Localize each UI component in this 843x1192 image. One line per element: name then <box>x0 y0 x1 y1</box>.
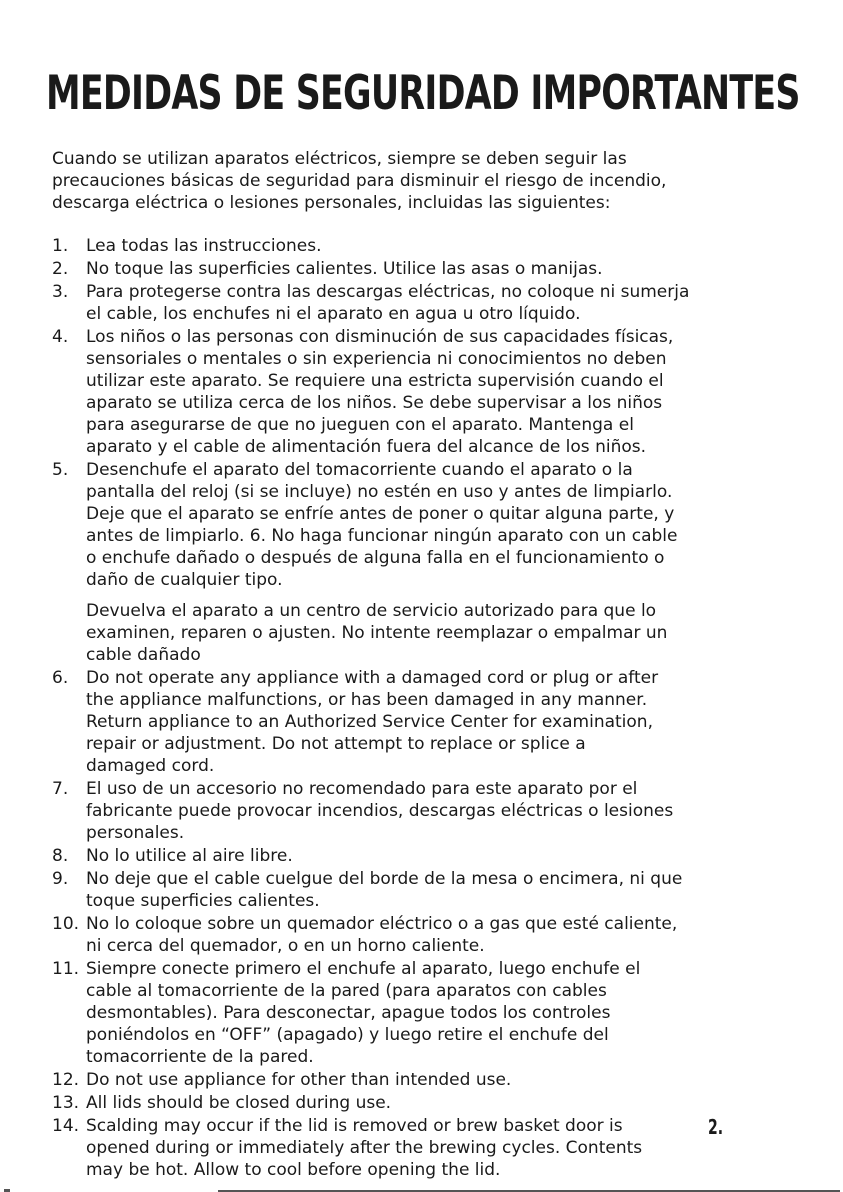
list-item-line: All lids should be closed during use. <box>86 1093 392 1113</box>
list-item <box>52 913 772 957</box>
list-item-text <box>86 459 772 666</box>
list-item-number: 9. <box>52 869 69 889</box>
list-item-line: Do not operate any appliance with a damaged cord or plug or after <box>86 668 659 688</box>
list-item-line: No toque las superficies calientes. Utilice las asas o manijas. <box>86 259 603 279</box>
page-number: 2. <box>708 1115 724 1139</box>
safety-list <box>52 235 772 1182</box>
list-item-line: damaged cord. <box>86 756 215 776</box>
list-item-line: may be hot. Allow to cool before opening the lid. <box>86 1160 501 1180</box>
list-item <box>52 235 772 257</box>
page-title: MEDIDAS DE SEGURIDAD IMPORTANTES <box>46 66 800 121</box>
list-item-number: 3. <box>52 282 69 302</box>
list-item-line: Los niños o las personas con disminución de sus capacidades físicas, <box>86 327 674 347</box>
list-item <box>52 958 772 1068</box>
list-item-text <box>86 1092 772 1114</box>
list-item-line: examinen, reparen o ajusten. No intente reemplazar o empalmar un <box>86 623 668 643</box>
list-item-number: 6. <box>52 668 69 688</box>
list-item-text <box>86 1069 772 1091</box>
list-item-number: 2. <box>52 259 69 279</box>
list-item-text <box>86 1115 772 1181</box>
list-item-line: Lea todas las instrucciones. <box>86 236 322 256</box>
list-item-line: pantalla del reloj (si se incluye) no estén en uso y antes de limpiarlo. <box>86 482 673 502</box>
intro-line: precauciones básicas de seguridad para disminuir el riesgo de incendio, <box>52 171 667 191</box>
list-item-line: Para protegerse contra las descargas eléctricas, no coloque ni sumerja <box>86 282 690 302</box>
list-item-line: opened during or immediately after the brewing cycles. Contents <box>86 1138 643 1158</box>
list-item-line: personales. <box>86 823 185 843</box>
list-item-number: 13. <box>52 1093 80 1113</box>
list-item-line: cable al tomacorriente de la pared (para aparatos con cables <box>86 981 607 1001</box>
list-item-number: 10. <box>52 914 80 934</box>
list-item-number: 8. <box>52 846 69 866</box>
list-item-line: the appliance malfunctions, or has been damaged in any manner. <box>86 690 648 710</box>
list-item-line: fabricante puede provocar incendios, descargas eléctricas o lesiones <box>86 801 674 821</box>
list-item-number: 5. <box>52 460 69 480</box>
list-item <box>52 281 772 325</box>
list-item-text <box>86 868 772 912</box>
list-item-line: El uso de un accesorio no recomendado para este aparato por el <box>86 779 638 799</box>
list-item-line: utilizar este aparato. Se requiere una estricta supervisión cuando el <box>86 371 664 391</box>
list-item-text <box>86 235 772 257</box>
list-item <box>52 1069 772 1091</box>
list-item-number: 7. <box>52 779 69 799</box>
list-item <box>52 326 772 458</box>
list-item <box>52 667 772 777</box>
list-item <box>52 868 772 912</box>
list-item-line: Desenchufe el aparato del tomacorriente cuando el aparato o la <box>86 460 633 480</box>
list-item-line: desmontables). Para desconectar, apague todos los controles <box>86 1003 611 1023</box>
list-item-number: 11. <box>52 959 80 979</box>
list-item-line: Scalding may occur if the lid is removed or brew basket door is <box>86 1116 623 1136</box>
list-item-line: o enchufe dañado o después de alguna falla en el funcionamiento o <box>86 548 665 568</box>
list-item-line: antes de limpiarlo. 6. No haga funcionar ningún aparato con un cable <box>86 526 678 546</box>
list-item-line: Deje que el aparato se enfríe antes de poner o quitar alguna parte, y <box>86 504 675 524</box>
list-item-text <box>86 913 772 957</box>
list-item-line: sensoriales o mentales o sin experiencia ni conocimientos no deben <box>86 349 667 369</box>
list-item-line: Do not use appliance for other than intended use. <box>86 1070 512 1090</box>
list-item-line: el cable, los enchufes ni el aparato en agua u otro líquido. <box>86 304 581 324</box>
list-item-line: toque superficies calientes. <box>86 891 320 911</box>
list-item-line: poniéndolos en “OFF” (apagado) y luego retire el enchufe del <box>86 1025 609 1045</box>
list-item-line: aparato y el cable de alimentación fuera del alcance de los niños. <box>86 437 647 457</box>
intro-line: descarga eléctrica o lesiones personales, incluidas las siguientes: <box>52 193 611 213</box>
list-item-continuation <box>86 600 772 666</box>
list-item-line: tomacorriente de la pared. <box>86 1047 314 1067</box>
list-item-text <box>86 326 772 458</box>
list-item-line: Devuelva el aparato a un centro de servicio autorizado para que lo <box>86 601 657 621</box>
list-item-line: aparato se utiliza cerca de los niños. Se debe supervisar a los niños <box>86 393 663 413</box>
list-item-number: 1. <box>52 236 69 256</box>
list-item <box>52 845 772 867</box>
list-item-line: para asegurarse de que no jueguen con el aparato. Mantenga el <box>86 415 634 435</box>
list-item <box>52 1092 772 1114</box>
list-item-number: 4. <box>52 327 69 347</box>
list-item-text <box>86 258 772 280</box>
list-item-text <box>86 958 772 1068</box>
list-item-text <box>86 845 772 867</box>
list-item <box>52 258 772 280</box>
list-item <box>52 778 772 844</box>
list-item-number: 12. <box>52 1070 80 1090</box>
list-item-line: ni cerca del quemador, o en un horno caliente. <box>86 936 485 956</box>
intro-line: Cuando se utilizan aparatos eléctricos, siempre se deben seguir las <box>52 149 627 169</box>
list-item-line: Return appliance to an Authorized Service Center for examination, <box>86 712 653 732</box>
list-item-line: cable dañado <box>86 645 201 665</box>
list-item-line: No deje que el cable cuelgue del borde de la mesa o encimera, ni que <box>86 869 683 889</box>
list-item-line: daño de cualquier tipo. <box>86 570 283 590</box>
list-item <box>52 1115 772 1181</box>
list-item-line: No lo coloque sobre un quemador eléctrico o a gas que esté caliente, <box>86 914 678 934</box>
list-item-line: Siempre conecte primero el enchufe al aparato, luego enchufe el <box>86 959 641 979</box>
list-item <box>52 459 772 666</box>
list-item-line: No lo utilice al aire libre. <box>86 846 293 866</box>
list-item-line: repair or adjustment. Do not attempt to replace or splice a <box>86 734 586 754</box>
intro-paragraph <box>52 148 752 214</box>
list-item-text <box>86 778 772 844</box>
list-item-number: 14. <box>52 1116 80 1136</box>
list-item-text <box>86 667 772 777</box>
list-item-text <box>86 281 772 325</box>
